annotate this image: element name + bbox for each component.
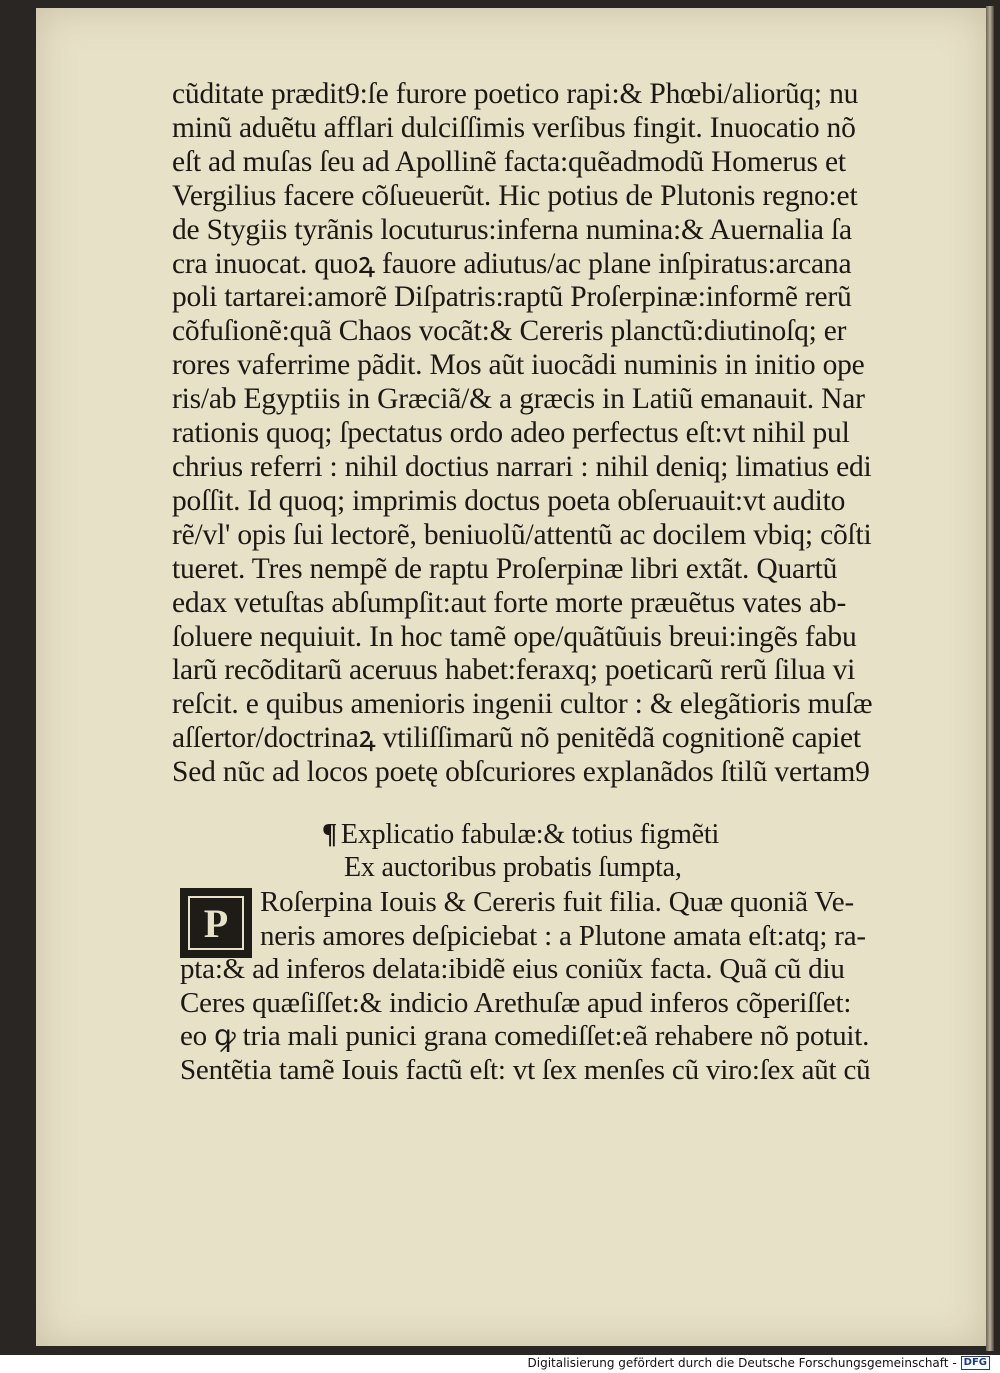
heading-line-1 [322,818,882,851]
fable-line: pta:& ad inferos delata:ibidẽ eius coniũx facta. Quã cũ diu [180,953,845,986]
text-line: aſſertor/doctrinaꝝ vtiliſſimarũ nõ penitẽdã cognitionẽ capiet [172,722,861,755]
fable-text-block [180,886,940,1088]
text-line: cõfuſionẽ:quã Chaos vocãt:& Cereris planctũ:diutinoſq; er [172,315,847,348]
text-line: ſoluere nequiuit. In hoc tamẽ ope/quãtũuis breui:ingẽs fabu [172,620,857,653]
dfg-logo: DFG [961,1356,990,1370]
text-line: minũ aduẽtu afflari dulciſſimis verſibus fingit. Inuocatio nõ [172,111,856,144]
text-line: tueret. Tres nempẽ de raptu Proſerpinæ libri extãt. Quartũ [172,552,838,585]
fable-line: neris amores deſpiciebat : a Plutone amata eſt:atq; ra- [260,919,866,952]
credit-text: Digitalisierung gefördert durch die Deutsche Forschungsgemeinschaft - [527,1356,957,1370]
fable-line: Ceres quæſiſſet:& indicio Arethuſæ apud inferos cõperiſſet: [180,986,852,1019]
text-line: ris/ab Egyptiis in Græciã/& a græcis in Latiũ emanauit. Nar [172,383,865,416]
text-line: de Stygiis tyrãnis locuturus:inferna numina:& Auernalia ſa [172,213,852,246]
text-line: cũditate prædit9:ſe furore poetico rapi:& Phœbi/aliorũq; nu [172,78,859,110]
text-line: larũ recõditarũ aceruus habet:feraxq; poeticarũ rerũ ſilua vi [172,654,856,687]
text-line: eſt ad muſas ſeu ad Apollinẽ facta:quẽadmodũ Homerus et [172,145,846,178]
text-line: rores vaferrime pãdit. Mos aũt iuocãdi numinis in initio ope [172,349,865,382]
fable-line: Sentẽtia tamẽ Iouis factũ eſt: vt ſex menſes cũ viro:ſex aũt cũ [180,1053,871,1086]
section-heading [322,818,882,884]
fable-line: Roſerpina Iouis & Cereris fuit filia. Quæ quoniã Ve- [260,886,854,918]
heading-text-1: Explicatio fabulæ:& totius figmẽti [340,819,720,850]
text-line: poli tartarei:amorẽ Diſpatris:raptũ Proſerpinæ:informẽ rerũ [172,281,852,314]
text-line: edax vetuſtas abſumpſit:aut forte morte præuẽtus vates ab- [172,586,847,619]
heading-line-2: Ex auctoribus probatis ſumpta, [344,852,682,883]
pilcrow-icon: ¶ [322,819,337,850]
text-line: rẽ/vl' opis ſui lectorẽ, beniuolũ/attentũ ac docilem vbiq; cõſti [172,518,872,551]
text-line: Vergilius facere cõſueuerũt. Hic potius de Plutonis regno:et [172,179,858,212]
text-line: Sed nũc ad locos poetę obſcuriores explanãdos ſtilũ vertam9 [172,756,870,789]
page-edge [986,6,994,1351]
digitization-credit [528,1356,991,1370]
text-line: cra inuocat. quoꝝ fauore adiutus/ac plane inſpiratus:arcana [172,247,852,280]
initial-letter: P [188,896,244,950]
main-text-block [172,78,942,790]
text-line: chrius referri : nihil doctius narrari : nihil deniq; limatius edi [172,450,872,483]
text-line: reſcit. e quibus amenioris ingenii cultor : & elegãtioris muſæ [172,688,873,721]
text-line: poſſit. Id quoq; imprimis doctus poeta obſeruauit:vt audito [172,484,846,517]
text-line: rationis quoq; ſpectatus ordo adeo perfectus eſt:vt nihil pul [172,417,850,450]
fable-line: eo ꝙ tria mali punici grana comediſſet:eã rehabere nõ potuit. [180,1020,870,1053]
